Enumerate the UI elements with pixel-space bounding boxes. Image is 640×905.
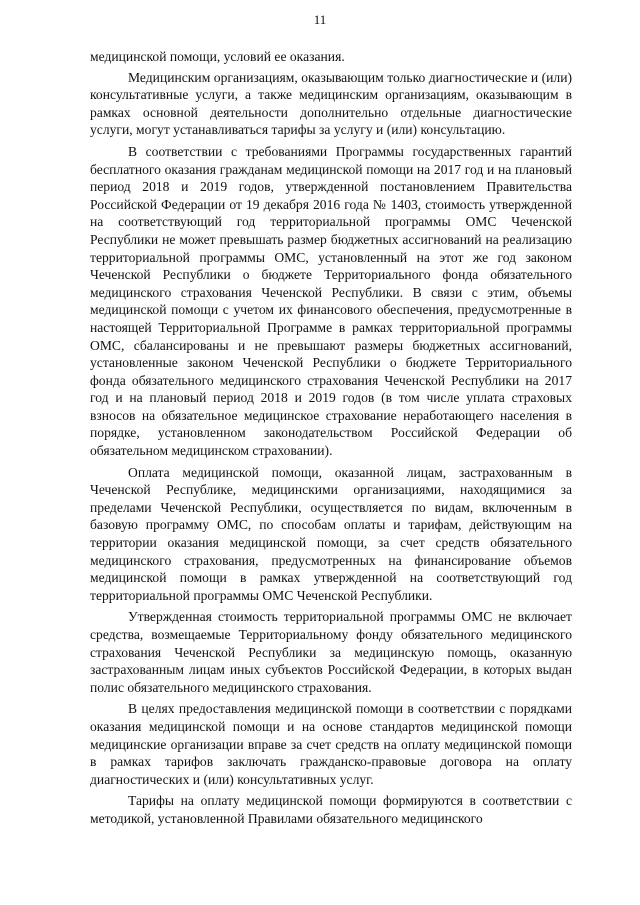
- paragraph-tariff-methodology: Тарифы на оплату медицинской помощи формируются в соответствии с методикой, установленной Правилами обязательного медицинского: [90, 793, 572, 826]
- paragraph-approved-cost: Утвержденная стоимость территориальной программы ОМС не включает средства, возмещаемые Территориальному фонду обязательного медицинского страхования Чеченской Республики за медицинскую помощь, оказанную застрахованным лицам иных субъектов Российской Федерации, в которых выдан полис обязательного медицинского страхования.: [90, 609, 572, 695]
- paragraph-payment-outside-region: Оплата медицинской помощи, оказанной лицам, застрахованным в Чеченской Республике, медицинскими организациями, находящимися за пределами Чеченской Республики, осуществляется по видам, включенным в базовую программу ОМС, по способам оплаты и тарифам, действующим на территории оказания медицинской помощи, за счет средств обязательного медицинского страхования, предусмотренных на финансирование объемов медицинской помощи в рамках утвержденной на соответствующий год территориальной программы ОМС Чеченской Республики.: [90, 464, 572, 603]
- page-number: 11: [313, 12, 327, 27]
- paragraph-diagnostic-tariffs: Медицинским организациям, оказывающим только диагностические и (или) консультативные услуги, а также медицинским организациям, оказывающим в рамках основной деятельности дополнительно отдельные диагностические услуги, могут устанавливаться тарифы за услугу и (или) консультацию.: [90, 69, 572, 138]
- document-body: [90, 48, 572, 832]
- paragraph-civil-contracts: В целях предоставления медицинской помощи в соответствии с порядками оказания медицинской помощи и на основе стандартов медицинской помощи медицинские организации вправе за счет средств на оплату медицинской помощи в рамках тарифов заключать гражданско-правовые договора на оплату диагностических и (или) консультативных услуг.: [90, 701, 572, 787]
- paragraph-program-cost: В соответствии с требованиями Программы государственных гарантий бесплатного оказания гражданам медицинской помощи на 2017 год и на плановый период 2018 и 2019 годов, утвержденной постановлением Правительства Российской Федерации от 19 декабря 2016 года № 1403, стоимость утвержденной на соответствующий год территориальной программы ОМС Чеченской Республики не может превышать размер бюджетных ассигнований на реализацию территориальной программы ОМС, установленный на этот же год законом Чеченской Республики о бюджете Территориального фонда обязательного медицинского страхования Чеченской Республики. В связи с этим, объемы медицинской помощи с учетом их финансового обеспечения, предусмотренные в настоящей Территориальной Программе в рамках территориальной программы ОМС, сбалансированы и не превышают размеры бюджетных ассигнований, установленные законом Чеченской Республики о бюджете Территориального фонда обязательного медицинского страхования Чеченской Республики на 2017 год и на плановый период 2018 и 2019 годов (в том числе уплата страховых взносов на обязательное медицинское страхование неработающего населения в порядке, установленном законодательством Российской Федерации об обязательном медицинском страховании).: [90, 143, 572, 459]
- paragraph-continuation: медицинской помощи, условий ее оказания.: [90, 49, 345, 64]
